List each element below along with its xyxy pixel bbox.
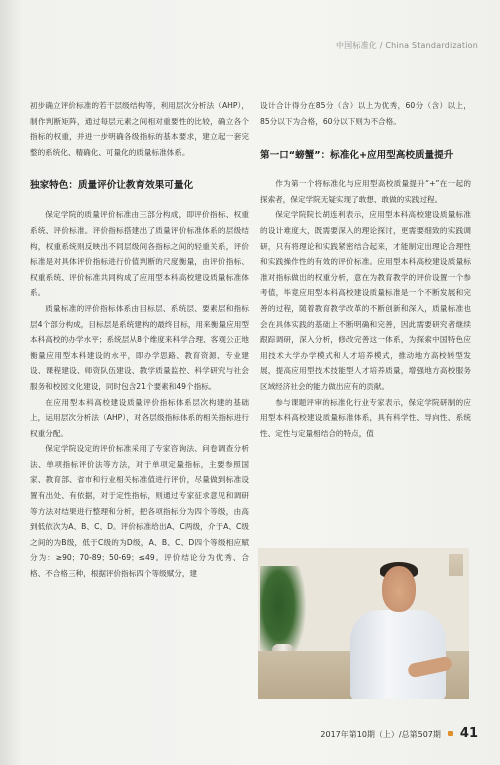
left-paragraph: 保定学院的质量评价标准由三部分构成，即评价指标、权重系统、评价标准。评价指标搭建出了质量评价标准体系的层级结构，权重系统则反映出不同层级间各指标之间的轻重关系，评价标准是对具体评价指标进行价值判断的尺度衡量，由评价指标、权重系统、评价标准共同构成了应用型本科高校建设质量标准体系。: [30, 210, 249, 298]
left-paragraph: 质量标准的评价指标体系由目标层、系统层、要素层和指标层4个部分构成，目标层是系统建构的最终目标，用来衡量应用型本科高校的办学水平；系统层从8个维度来科学合理、客观公正地衡量应用型本科建设的水平，即办学思路、教育资源、专业建设、课程建设、师资队伍建设、教学质量监控、科学研究与社会服务和校园文化建设，同时包含21个要素和49个指标。: [30, 303, 249, 391]
left-intro-paragraph: 初步确立评价标准的若干层级结构等，利用层次分析法（AHP），制作判断矩阵，通过每层元素之间相对重要性的比较，确立各个指标的权重，并进一步明确各级指标的基本要求，建立起一套完整的系统化、精确化、可量化的质量标准体系。: [30, 101, 249, 157]
right-paragraph: 保定学院院长胡连利表示，应用型本科高校建设质量标准的设计难度大，既需要深入的理论探讨，更需要细致的实践调研，只有将理论和实践紧密结合起来，才能制定出理论合理性和实践操作性的有效的评价标准。应用型本科高校建设质量标准对指标做出的权重分析，意在为教育教学的评价设置一个参考值，毕竟应用型本科高校建设质量标准是一个不断发展和完善的过程，随着教育教学改革的不断创新和深入，质量标准也会在具体实践的基础上不断明确和完善，因此需要研究者继续跟踪调研，深入分析，修改完善这一体系，为探索中国特色应用技术大学办学模式和人才培养模式，推动地方高校转型发展，提高应用型技术技能型人才培养质量，增强地方高校服务区域经济社会的能力做出应有的贡献。: [260, 210, 471, 391]
left-paragraph: 保定学院设定的评价标准采用了专家咨询法、问卷调查分析法、单项指标评价法等方法，对于单项定量指标，主要参照国家、教育部、省市和行业相关标准值进行评价，尽量做到标准设置有出处、有依据，对于定性指标，则通过专家征求意见和调研等方法对结果进行整理和分析，把各项指标分为四个等级，由高到低依次为A、B、C、D。评价标准给出A、C两级，介于A、C级之间的为B级，低于C级的为D级，A、B、C、D四个等级相应赋分为：≥90；70-89；50-69；≤49。评价结论分为优秀、合格、不合格三种，根据评价指标四个等级赋分，建: [30, 444, 249, 579]
right-intro-paragraph: 设计合计得分在85分（含）以上为优秀，60分（含）以上，85分以下为合格，60分以下则为不合格。: [260, 101, 471, 126]
bullet-dot-icon: [448, 731, 453, 736]
wall-decoration: [449, 554, 463, 576]
person-shirt: [350, 610, 446, 699]
issue-info: 2017年第10期（上）/总第507期: [320, 730, 441, 739]
page-footer: [320, 726, 478, 741]
running-header: 中国标准化 / China Standardization: [335, 41, 478, 50]
left-paragraph: 在应用型本科高校建设质量评价指标体系层次构建的基础上，运用层次分析法（AHP），对各层级指标体系的相关指标进行权重分配。: [30, 397, 249, 438]
left-section-title: 独家特色：质量评价让教育效果可量化: [30, 180, 194, 192]
left-column: [30, 98, 249, 582]
right-paragraph: 参与课题评审的标准化行业专家表示，保定学院研制的应用型本科高校建设质量标准体系，具有科学性、导向性、系统性、定性与定量相结合的特点，值: [260, 397, 471, 438]
right-column: [260, 98, 471, 441]
page-number: 41: [459, 726, 478, 741]
right-section-title: 第一口“螃蟹”：标准化+应用型高校质量提升: [260, 150, 454, 162]
right-paragraph: 作为第一个将标准化与应用型高校质量提升“+”在一起的探索者，保定学院无疑实现了敢想、敢做的实践过程。: [260, 179, 471, 204]
portrait-photo: [258, 548, 469, 699]
person-head: [382, 566, 416, 612]
